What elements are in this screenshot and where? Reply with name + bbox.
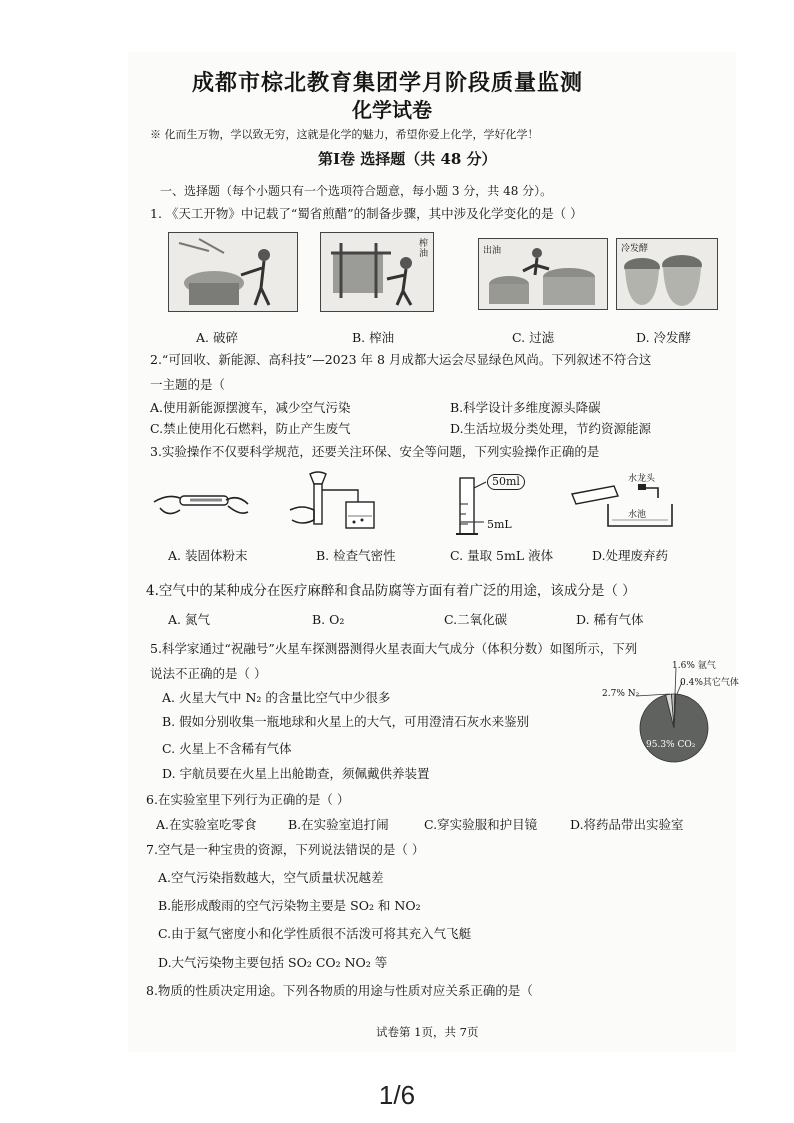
exam-title: 成都市棕北教育集团学月阶段质量监测 — [192, 70, 584, 96]
q4-option-d: D. 稀有气体 — [576, 612, 644, 627]
q1-pic-label-oil: 出油 — [483, 246, 502, 256]
q3-option-c: C. 量取 5mL 液体 — [450, 548, 554, 563]
exam-subtitle: 化学试卷 — [352, 98, 432, 122]
q7-stem: 7.空气是一种宝贵的资源，下列说法错误的是（ ） — [146, 842, 425, 857]
sink-label: 水池 — [628, 510, 647, 520]
q1-image-pressing — [320, 232, 434, 312]
q2-option-d: D.生活垃圾分类处理，节约资源能源 — [450, 421, 652, 436]
pie-label-argon: 1.6% 氩气 — [672, 661, 716, 671]
q7-option-b: B.能形成酸雨的空气污染物主要是 SO₂ 和 NO₂ — [158, 898, 421, 913]
q3-option-a: A. 装固体粉末 — [168, 548, 248, 563]
pie-label-nitrogen: 2.7% N₂ — [602, 689, 640, 699]
cylinder-label-5ml: 5mL — [487, 518, 512, 531]
q5-stem-line2: 说法不正确的是（ ） — [150, 666, 267, 681]
q2-option-c: C.禁止使用化石燃料，防止产生废气 — [150, 421, 351, 436]
q3-option-d: D.处理废弃药 — [592, 548, 669, 563]
q7-option-a: A.空气污染指数越大，空气质量状况越差 — [158, 870, 384, 885]
q1-image-fermenting — [616, 238, 718, 310]
q5-option-b: B. 假如分别收集一瓶地球和火星上的大气，可用澄清石灰水来鉴别 — [162, 714, 530, 729]
q1-option-c: C. 过滤 — [512, 330, 555, 345]
mars-atmosphere-pie-chart — [600, 656, 736, 768]
page-footer: 试卷第 1页，共 7页 — [376, 1025, 479, 1039]
q3-diagram-airtightness — [288, 470, 388, 532]
q1-option-b: B. 榨油 — [352, 330, 395, 345]
q5-option-d: D. 宇航员要在火星上出舱勘查，须佩戴供养装置 — [162, 766, 430, 781]
cylinder-label-50ml: 50ml — [487, 474, 525, 490]
q2-stem-line1: 2.“可回收、新能源、高科技”—2023 年 8 月成都大运会尽显绿色风尚。下列叙述不符合这 — [150, 352, 652, 367]
q6-option-a: A.在实验室吃零食 — [156, 817, 257, 832]
section-title: 第Ⅰ卷 选择题（共 48 分） — [318, 150, 497, 168]
q1-option-a: A. 破碎 — [196, 330, 238, 345]
q1-image-filtering — [478, 238, 608, 310]
motto: ※ 化而生万物，学以致无穷，这就是化学的魅力，希望你爱上化学，学好化学！ — [150, 128, 539, 141]
q1-stem: 1. 《天工开物》中记载了“蜀省煎醋”的制备步骤，其中涉及化学变化的是（ ） — [150, 206, 583, 221]
tap-label: 水龙头 — [628, 474, 656, 484]
q1-image-crushing — [168, 232, 298, 312]
q6-option-d: D.将药品带出实验室 — [570, 817, 684, 832]
q1-pic-label-press: 榨油 — [419, 239, 429, 259]
q5-option-c: C. 火星上不含稀有气体 — [162, 741, 292, 756]
q3-stem: 3.实验操作不仅要科学规范，还要关注环保、安全等问题，下列实验操作正确的是 — [150, 444, 600, 459]
pie-label-co2: 95.3% CO₂ — [646, 740, 696, 750]
pressing-illustration — [321, 233, 433, 311]
q4-option-c: C.二氧化碳 — [444, 612, 508, 627]
q1-pic-label-ferment: 冷发酵 — [621, 244, 649, 254]
q6-option-c: C.穿实验服和护目镜 — [424, 817, 538, 832]
q6-stem: 6.在实验室里下列行为正确的是（ ） — [146, 792, 350, 807]
q3-diagram-powder — [150, 478, 250, 528]
q1-option-d: D. 冷发酵 — [636, 330, 692, 345]
q7-option-c: C.由于氦气密度小和化学性质很不活泼可将其充入气飞艇 — [158, 926, 472, 941]
q2-stem-line2: 一主题的是（ — [150, 377, 226, 392]
q4-stem: 4.空气中的某种成分在医疗麻醉和食品防腐等方面有着广泛的用途，该成分是（ ） — [146, 583, 636, 599]
q3-option-b: B. 检查气密性 — [316, 548, 396, 563]
q4-option-a: A. 氮气 — [168, 612, 210, 627]
q4-option-b: B. O₂ — [312, 612, 345, 627]
q2-option-a: A.使用新能源摆渡车，减少空气污染 — [150, 400, 351, 415]
q5-option-a: A. 火星大气中 N₂ 的含量比空气中少很多 — [162, 690, 391, 705]
section-instruction: 一、选择题（每个小题只有一个选项符合题意，每小题 3 分，共 48 分）。 — [160, 184, 553, 198]
q8-stem: 8.物质的性质决定用途。下列各物质的用途与性质对应关系正确的是（ — [146, 983, 533, 998]
pie-label-other: 0.4%其它气体 — [680, 678, 739, 688]
q5-stem-line1: 5.科学家通过“祝融号”火星车探测器测得火星表面大气成分（体积分数）如图所示，下列 — [150, 641, 638, 656]
leader-argon — [675, 668, 676, 694]
q6-option-b: B.在实验室追打闹 — [288, 817, 389, 832]
q7-option-d: D.大气污染物主要包括 SO₂ CO₂ NO₂ 等 — [158, 955, 388, 970]
q3-diagram-waste — [568, 474, 678, 532]
crushing-illustration — [169, 233, 297, 311]
page-indicator: 1/6 — [378, 1080, 416, 1110]
q2-option-b: B.科学设计多维度源头降碳 — [450, 400, 601, 415]
